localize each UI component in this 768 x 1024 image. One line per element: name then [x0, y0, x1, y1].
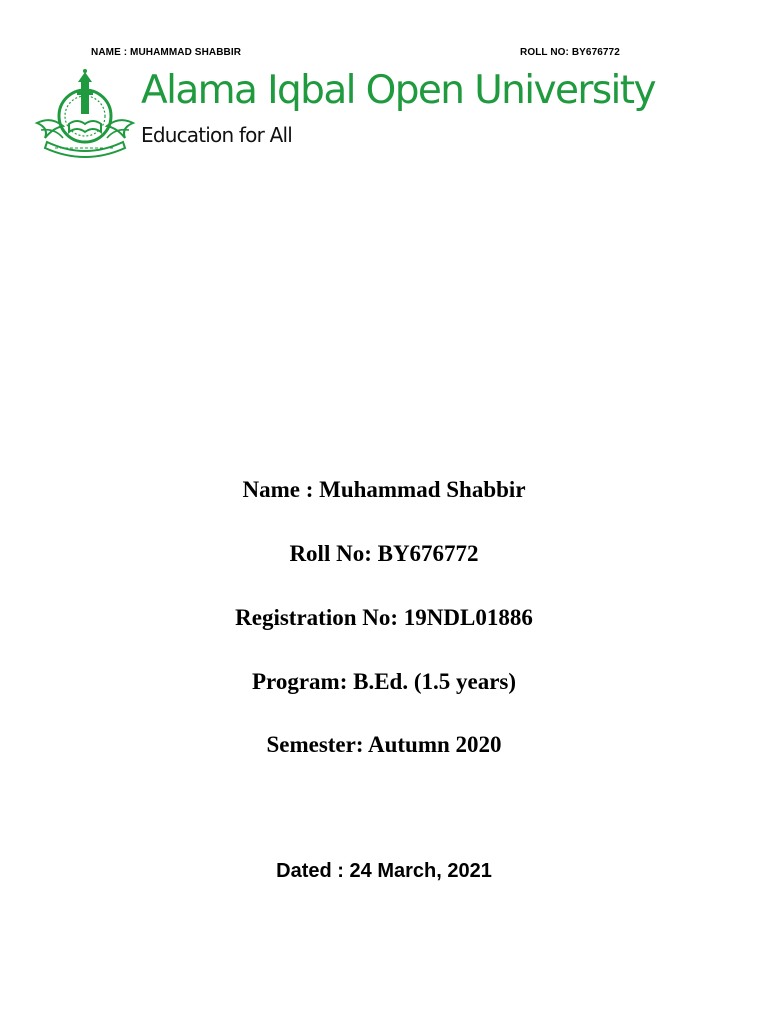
semester: Semester: Autumn 2020: [266, 732, 502, 757]
university-crest-icon: [33, 68, 137, 160]
header-student-name: NAME : MUHAMMAD SHABBIR: [91, 47, 242, 58]
dated: Dated : 24 March, 2021: [276, 860, 492, 882]
university-title: Alama Iqbal Open University: [141, 68, 655, 113]
registration-number: Registration No: 19NDL01886: [235, 605, 533, 630]
header-roll-number: ROLL NO: BY676772: [520, 47, 620, 58]
university-tagline: Education for All: [141, 123, 292, 147]
student-name: Name : Muhammad Shabbir: [242, 477, 526, 502]
roll-number: Roll No: BY676772: [289, 541, 479, 566]
program: Program: B.Ed. (1.5 years): [251, 669, 517, 694]
